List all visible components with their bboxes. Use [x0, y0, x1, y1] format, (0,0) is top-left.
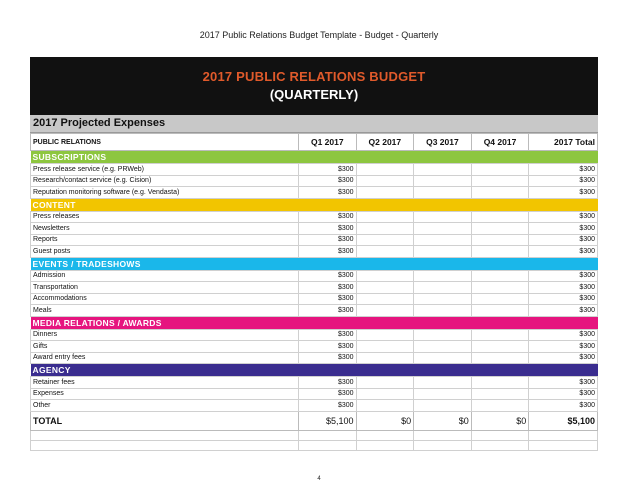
table-row [31, 223, 598, 235]
amount-cell[interactable]: $300 [529, 400, 598, 412]
amount-cell[interactable] [414, 164, 472, 176]
amount-cell[interactable]: $300 [529, 377, 598, 389]
section-title: AGENCY [32, 365, 71, 375]
amount-cell[interactable] [356, 341, 414, 353]
total-cell: $0 [471, 411, 529, 430]
empty-cell[interactable] [471, 430, 529, 440]
amount-cell[interactable] [414, 329, 472, 341]
amount-cell[interactable] [471, 175, 529, 187]
amount-cell[interactable]: $300 [529, 282, 598, 294]
amount-cell[interactable] [471, 246, 529, 258]
empty-cell[interactable] [471, 440, 529, 450]
amount-cell[interactable] [471, 270, 529, 282]
blank-row [31, 430, 598, 440]
table-row [31, 187, 598, 199]
amount-cell[interactable]: $300 [529, 187, 598, 199]
header-row [31, 134, 598, 151]
table-row [31, 164, 598, 176]
amount-cell[interactable]: $300 [298, 234, 356, 246]
section-header [31, 198, 598, 211]
amount-cell[interactable]: $300 [529, 211, 598, 223]
amount-cell[interactable] [414, 270, 472, 282]
amount-cell[interactable]: $300 [529, 388, 598, 400]
line-item-label[interactable]: Meals [31, 305, 299, 317]
amount-cell[interactable] [414, 187, 472, 199]
amount-cell[interactable] [471, 305, 529, 317]
amount-cell[interactable] [414, 377, 472, 389]
header-cell: 2017 Total [529, 134, 598, 151]
amount-cell[interactable] [356, 211, 414, 223]
section-header [31, 364, 598, 377]
table-row [31, 388, 598, 400]
amount-cell[interactable]: $300 [298, 352, 356, 364]
amount-cell[interactable]: $300 [298, 270, 356, 282]
section-header [31, 316, 598, 329]
section-header [31, 257, 598, 270]
banner-subtitle: (QUARTERLY) [269, 87, 359, 102]
line-item-label[interactable]: Other [31, 400, 299, 412]
amount-cell[interactable]: $300 [529, 293, 598, 305]
line-item-label[interactable]: Guest posts [31, 246, 299, 258]
budget-sheet [30, 57, 598, 451]
table-row [31, 400, 598, 412]
amount-cell[interactable] [356, 352, 414, 364]
amount-cell[interactable]: $300 [529, 164, 598, 176]
amount-cell[interactable] [414, 246, 472, 258]
amount-cell[interactable] [471, 187, 529, 199]
amount-cell[interactable] [356, 175, 414, 187]
amount-cell[interactable] [356, 400, 414, 412]
line-item-label[interactable]: Press releases [31, 211, 299, 223]
line-item-label[interactable]: Accommodations [31, 293, 299, 305]
line-item-label[interactable]: Retainer fees [31, 377, 299, 389]
table-row [31, 352, 598, 364]
amount-cell[interactable]: $300 [298, 246, 356, 258]
amount-cell[interactable] [471, 211, 529, 223]
header-cell: Q3 2017 [414, 134, 472, 151]
header-cell: Q4 2017 [471, 134, 529, 151]
amount-cell[interactable] [471, 223, 529, 235]
amount-cell[interactable] [471, 388, 529, 400]
amount-cell[interactable] [471, 341, 529, 353]
amount-cell[interactable] [471, 293, 529, 305]
amount-cell[interactable]: $300 [298, 377, 356, 389]
amount-cell[interactable] [356, 388, 414, 400]
empty-cell[interactable] [31, 430, 299, 440]
amount-cell[interactable] [356, 187, 414, 199]
amount-cell[interactable] [414, 352, 472, 364]
budget-table [30, 133, 598, 451]
table-row [31, 270, 598, 282]
amount-cell[interactable]: $300 [298, 164, 356, 176]
table-row [31, 175, 598, 187]
table-row [31, 234, 598, 246]
table-row [31, 282, 598, 294]
banner-title: 2017 PUBLIC RELATIONS BUDGET [202, 69, 426, 84]
amount-cell[interactable]: $300 [529, 329, 598, 341]
amount-cell[interactable]: $300 [529, 270, 598, 282]
table-row [31, 211, 598, 223]
amount-cell[interactable] [414, 293, 472, 305]
total-label: TOTAL [31, 411, 299, 430]
projected-expenses-label: 2017 Projected Expenses [30, 115, 598, 133]
amount-cell[interactable] [356, 293, 414, 305]
amount-cell[interactable] [471, 164, 529, 176]
amount-cell[interactable] [414, 282, 472, 294]
amount-cell[interactable] [471, 234, 529, 246]
line-item-label[interactable]: Press release service (e.g. PRWeb) [31, 164, 299, 176]
total-cell: $5,100 [298, 411, 356, 430]
empty-cell[interactable] [298, 430, 356, 440]
line-item-label[interactable]: Gifts [31, 341, 299, 353]
header-cell: Q2 2017 [356, 134, 414, 151]
amount-cell[interactable] [471, 400, 529, 412]
amount-cell[interactable] [414, 211, 472, 223]
empty-cell[interactable] [529, 440, 598, 450]
amount-cell[interactable]: $300 [298, 341, 356, 353]
amount-cell[interactable]: $300 [529, 234, 598, 246]
amount-cell[interactable] [414, 305, 472, 317]
amount-cell[interactable]: $300 [298, 211, 356, 223]
amount-cell[interactable]: $300 [298, 223, 356, 235]
amount-cell[interactable]: $300 [298, 293, 356, 305]
amount-cell[interactable] [356, 234, 414, 246]
amount-cell[interactable]: $300 [529, 246, 598, 258]
total-cell: $0 [356, 411, 414, 430]
table-row [31, 329, 598, 341]
line-item-label[interactable]: Newsletters [31, 223, 299, 235]
section-title: EVENTS / TRADESHOWS [32, 258, 141, 269]
amount-cell[interactable] [356, 282, 414, 294]
amount-cell[interactable] [356, 246, 414, 258]
total-cell: $5,100 [529, 411, 598, 430]
header-cell: Q1 2017 [298, 134, 356, 151]
header-cell: PUBLIC RELATIONS [31, 134, 299, 151]
empty-cell[interactable] [414, 430, 472, 440]
line-item-label[interactable]: Expenses [31, 388, 299, 400]
section-title: SUBSCRIPTIONS [32, 152, 107, 162]
amount-cell[interactable]: $300 [529, 341, 598, 353]
amount-cell[interactable]: $300 [298, 175, 356, 187]
amount-cell[interactable]: $300 [298, 388, 356, 400]
amount-cell[interactable] [356, 329, 414, 341]
amount-cell[interactable]: $300 [298, 187, 356, 199]
amount-cell[interactable]: $300 [298, 329, 356, 341]
table-row [31, 305, 598, 317]
amount-cell[interactable] [356, 377, 414, 389]
amount-cell[interactable]: $300 [529, 305, 598, 317]
table-row [31, 293, 598, 305]
amount-cell[interactable] [414, 223, 472, 235]
amount-cell[interactable] [356, 305, 414, 317]
amount-cell[interactable] [471, 377, 529, 389]
section-title: CONTENT [32, 199, 76, 210]
blank-row [31, 440, 598, 450]
amount-cell[interactable] [471, 329, 529, 341]
empty-cell[interactable] [356, 440, 414, 450]
line-item-label[interactable]: Reputation monitoring software (e.g. Vendasta) [31, 187, 299, 199]
amount-cell[interactable]: $300 [298, 400, 356, 412]
section-title: MEDIA RELATIONS / AWARDS [32, 317, 162, 328]
empty-cell[interactable] [31, 440, 299, 450]
empty-cell[interactable] [298, 440, 356, 450]
total-row [31, 411, 598, 430]
amount-cell[interactable] [414, 175, 472, 187]
line-item-label[interactable]: Research/contact service (e.g. Cision) [31, 175, 299, 187]
line-item-label[interactable]: Admission [31, 270, 299, 282]
amount-cell[interactable]: $300 [529, 352, 598, 364]
line-item-label[interactable]: Transportation [31, 282, 299, 294]
total-cell: $0 [414, 411, 472, 430]
line-item-label[interactable]: Dinners [31, 329, 299, 341]
empty-cell[interactable] [356, 430, 414, 440]
amount-cell[interactable] [414, 400, 472, 412]
section-header [31, 151, 598, 164]
amount-cell[interactable] [414, 388, 472, 400]
amount-cell[interactable] [356, 223, 414, 235]
amount-cell[interactable] [356, 270, 414, 282]
table-row [31, 246, 598, 258]
amount-cell[interactable]: $300 [529, 223, 598, 235]
line-item-label[interactable]: Reports [31, 234, 299, 246]
amount-cell[interactable] [356, 164, 414, 176]
page-number: 4 [317, 476, 321, 482]
amount-cell[interactable] [414, 234, 472, 246]
budget-banner [30, 57, 598, 115]
table-row [31, 341, 598, 353]
amount-cell[interactable]: $300 [298, 282, 356, 294]
amount-cell[interactable] [471, 352, 529, 364]
page-title: 2017 Public Relations Budget Template - Budget - Quarterly [199, 30, 439, 40]
table-row [31, 377, 598, 389]
empty-cell[interactable] [414, 440, 472, 450]
line-item-label[interactable]: Award entry fees [31, 352, 299, 364]
amount-cell[interactable]: $300 [529, 175, 598, 187]
amount-cell[interactable] [471, 282, 529, 294]
amount-cell[interactable] [414, 341, 472, 353]
amount-cell[interactable]: $300 [298, 305, 356, 317]
empty-cell[interactable] [529, 430, 598, 440]
